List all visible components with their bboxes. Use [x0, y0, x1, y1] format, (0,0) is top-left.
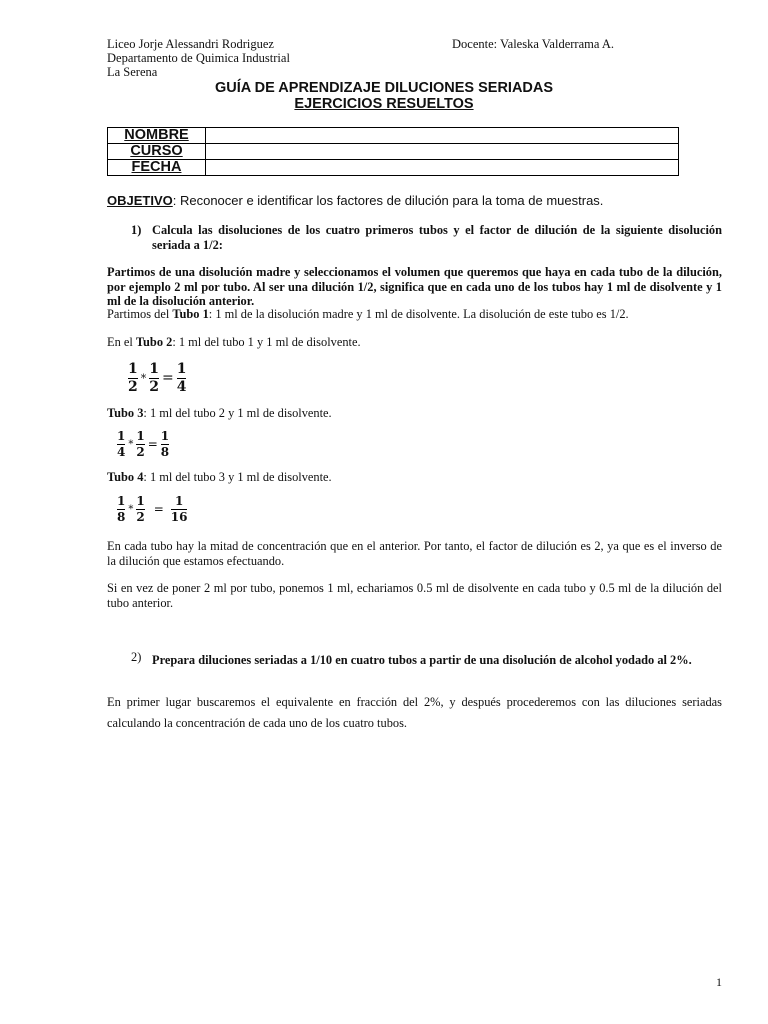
- eq4-b-den: 2: [136, 509, 145, 524]
- form-row-fecha: [108, 160, 679, 176]
- exercise2-question: Prepara diluciones seriadas a 1/10 en cuatro tubos a partir de una disolución de alcohol yodado al 2%.: [152, 653, 692, 667]
- form-row-curso: [108, 144, 679, 160]
- eq4-fraction-b: [136, 495, 144, 523]
- equation-tubo3: [117, 430, 169, 458]
- eq4-equals: =: [153, 502, 164, 517]
- tubo4-paragraph: [107, 470, 722, 485]
- curso-label: CURSO: [108, 144, 206, 160]
- eq3-a-num: 1: [117, 429, 126, 443]
- eq4-r-num: 1: [174, 494, 184, 508]
- curso-field[interactable]: [206, 144, 679, 160]
- eq4-fraction-a: [117, 495, 125, 523]
- tubo2-paragraph: [107, 335, 722, 350]
- fecha-field[interactable]: [206, 160, 679, 176]
- exercise2-text: En primer lugar buscaremos el equivalente en fracción del 2%, y después procederemos con las diluciones seriadas calculando la concentración de cada uno de los cuatro tubos.: [107, 695, 722, 730]
- tubo1-paragraph: [107, 307, 722, 322]
- city-name: La Serena: [107, 65, 158, 79]
- tubo4-text: : 1 ml del tubo 3 y 1 ml de disolvente.: [143, 470, 332, 484]
- eq2-a-num: 1: [128, 361, 138, 377]
- eq2-r-den: 4: [176, 378, 187, 395]
- eq4-b-num: 1: [136, 494, 145, 508]
- nombre-label: NOMBRE: [108, 128, 206, 144]
- eq2-a-den: 2: [128, 378, 138, 395]
- objective-label: OBJETIVO: [107, 193, 173, 208]
- equation-tubo4: [117, 495, 187, 523]
- eq4-a-num: 1: [117, 494, 126, 508]
- page-title: GUÍA DE APRENDIZAJE DILUCIONES SERIADAS: [214, 80, 554, 96]
- eq3-equals: =: [147, 437, 158, 452]
- exercise2-number: 2): [131, 650, 142, 664]
- eq4-fraction-result: [171, 495, 188, 523]
- eq3-r-den: 8: [160, 444, 170, 459]
- exercise1-number: 1): [131, 223, 142, 237]
- tubo2-label: Tubo 2: [135, 335, 173, 349]
- exercise1-alternative: Si en vez de poner 2 ml por tubo, ponemos 1 ml, echariamos 0.5 ml de disolvente en cada tubo y 0.5 ml de la dilución del tubo anterior.: [107, 581, 722, 610]
- eq3-a-den: 4: [117, 444, 126, 459]
- tubo3-label: Tubo 3: [107, 406, 144, 420]
- eq2-fraction-b: [149, 362, 159, 394]
- exercise1-conclusion: En cada tubo hay la mitad de concentración que en el anterior. Por tanto, el factor de dilución es 2, ya que es el inverso de la dilución que estamos efectuando.: [107, 539, 722, 568]
- eq2-equals: =: [162, 370, 174, 387]
- eq2-times: *: [140, 371, 147, 385]
- eq3-b-den: 2: [136, 444, 145, 459]
- page-subtitle-text: EJERCICIOS RESUELTOS: [294, 96, 474, 112]
- teacher-name: Docente: Valeska Valderrama A.: [452, 37, 614, 51]
- eq2-fraction-result: [177, 362, 187, 394]
- school-name: Liceo Jorje Alessandri Rodriguez: [107, 37, 274, 51]
- eq4-r-den: 16: [170, 509, 188, 524]
- eq4-times: *: [128, 503, 134, 515]
- eq3-b-num: 1: [136, 429, 145, 443]
- tubo2-pre: En el: [107, 335, 136, 349]
- equation-tubo2: [128, 362, 186, 394]
- page-subtitle: [0, 95, 768, 113]
- tubo1-text: : 1 ml de la disolución madre y 1 ml de disolvente. La disolución de este tubo es 1/2.: [208, 307, 629, 321]
- eq2-fraction-a: [128, 362, 138, 394]
- student-info-table: [107, 127, 679, 176]
- eq3-fraction-b: [136, 430, 144, 458]
- tubo1-pre: Partimos del: [107, 307, 173, 321]
- objective: [107, 193, 603, 209]
- eq4-a-den: 8: [117, 509, 126, 524]
- exercise1-question: Calcula las disoluciones de los cuatro primeros tubos y el factor de dilución de la siguiente disolución seriada a 1/2:: [152, 223, 722, 252]
- department-name: Departamento de Quimica Industrial: [107, 51, 290, 65]
- form-row-nombre: [108, 128, 679, 144]
- eq3-fraction-a: [117, 430, 125, 458]
- objective-text: : Reconocer e identificar los factores de dilución para la toma de muestras.: [172, 193, 604, 208]
- eq3-times: *: [128, 438, 134, 450]
- tubo3-text: : 1 ml del tubo 2 y 1 ml de disolvente.: [143, 406, 332, 420]
- tubo1-label: Tubo 1: [172, 307, 209, 321]
- eq2-r-num: 1: [176, 361, 187, 377]
- tubo4-label: Tubo 4: [107, 470, 144, 484]
- page-number: 1: [716, 975, 722, 989]
- eq2-b-num: 1: [149, 361, 159, 377]
- eq2-b-den: 2: [149, 378, 159, 395]
- fecha-label: FECHA: [108, 160, 206, 176]
- exercise1-intro: Partimos de una disolución madre y seleccionamos el volumen que queremos que haya en cada tubo de la dilución, por ejemplo 2 ml por tubo. Al ser una dilución 1/2, significa que en cada uno de los tubos hay 1 ml de disolvente y 1 ml de la disolución anterior.: [107, 265, 722, 308]
- tubo3-paragraph: [107, 406, 722, 421]
- eq3-r-num: 1: [160, 429, 170, 443]
- eq3-fraction-result: [161, 430, 169, 458]
- tubo2-text: : 1 ml del tubo 1 y 1 ml de disolvente.: [172, 335, 361, 349]
- nombre-field[interactable]: [206, 128, 679, 144]
